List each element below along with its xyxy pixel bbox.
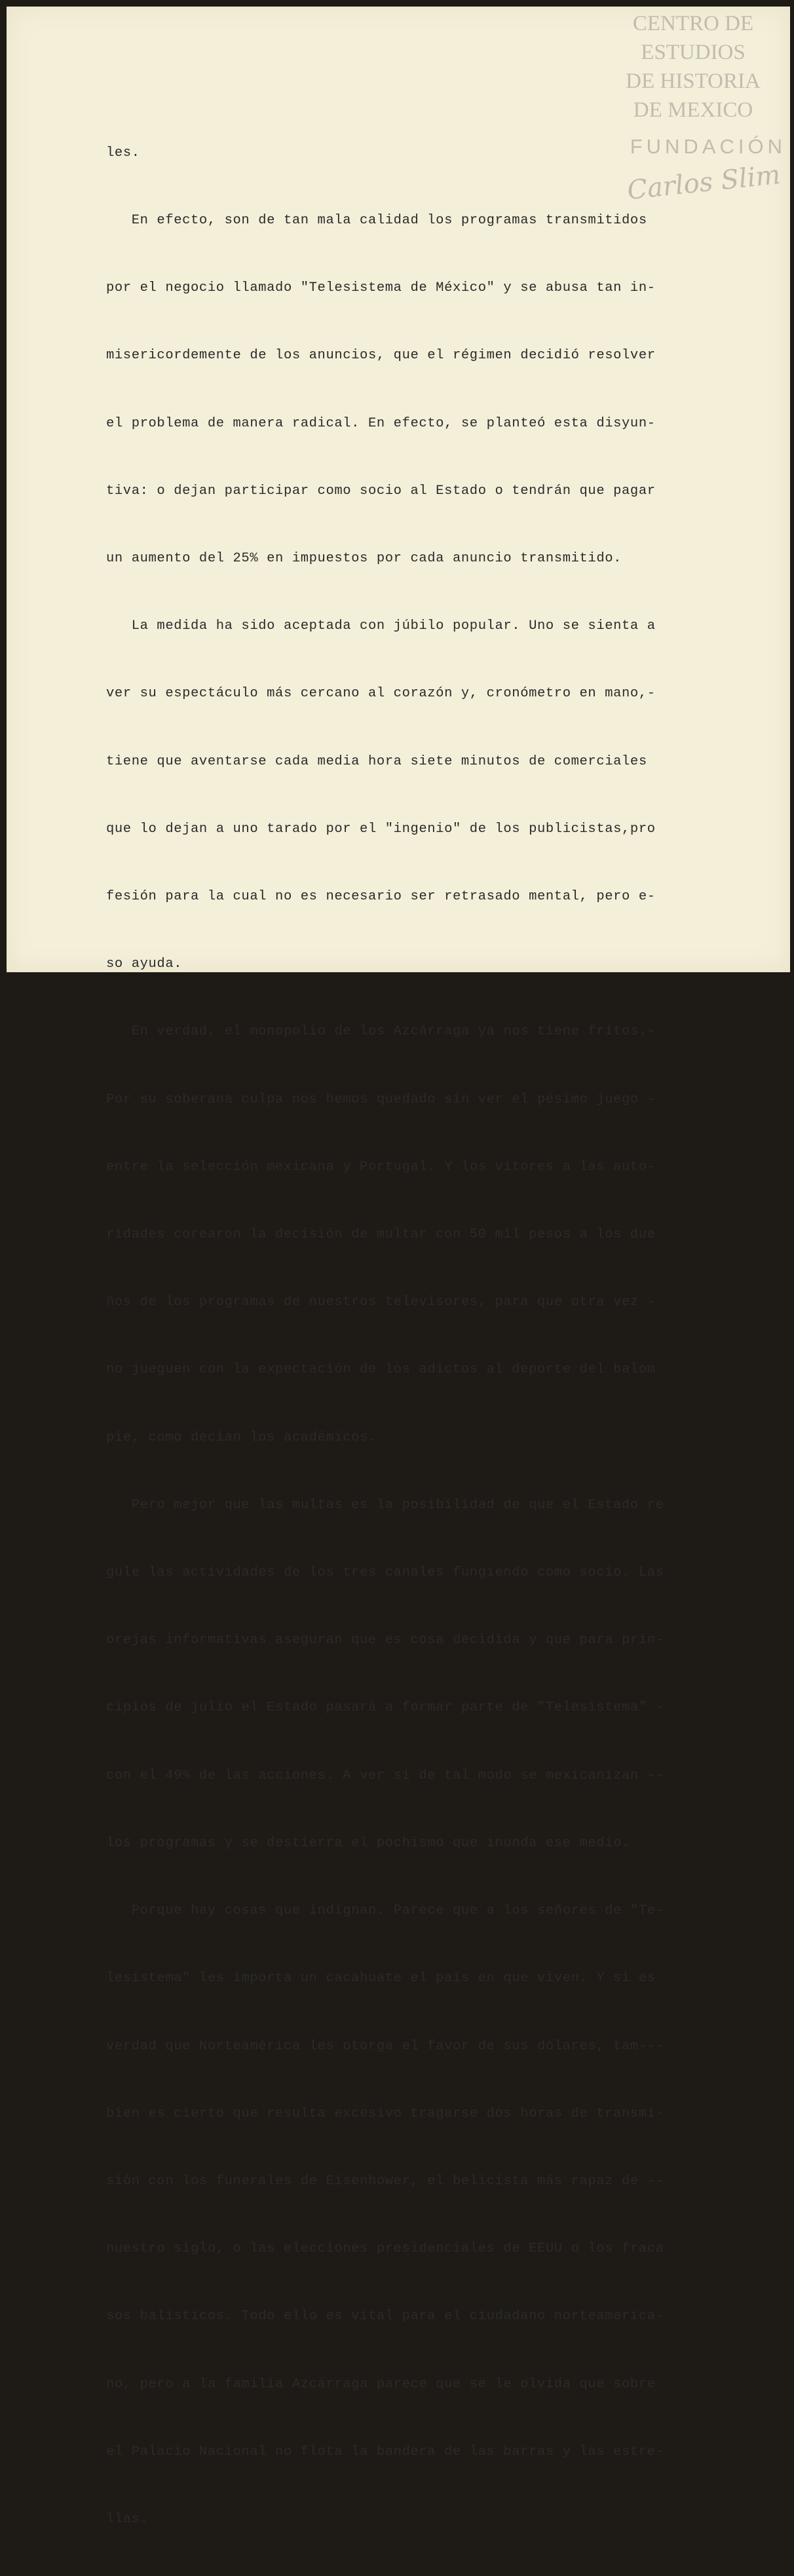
text-line: Por su soberana culpa nos hemos quedado sin ver el pésimo juego - — [106, 1091, 656, 1107]
text-line: los programas y se destierra el pochismo que inunda ese medio. — [106, 1835, 630, 1851]
text-line: un aumento del 25% en impuestos por cada anuncio transmitido. — [106, 551, 622, 567]
text-line: tiene que aventarse cada media hora siete minutos de comerciales — [106, 753, 647, 769]
text-line: pie, como decían los académicos. — [106, 1430, 377, 1445]
watermark-line: DE HISTORIA — [626, 69, 761, 93]
text-line: En efecto, son de tan mala calidad los programas transmitidos — [106, 213, 647, 229]
text-line: cipios de julio el Estado pasará a formar parte de "Telesistema" - — [106, 1700, 664, 1716]
text-line: entre la selección mexicana y Portugal. Y los vítores a las auto- — [106, 1159, 656, 1175]
watermark-foundation: FUNDACIÓN — [630, 135, 786, 158]
text-line: lesistema" les importa un cacahuate el país en que viven. Y si es — [106, 1971, 656, 1986]
text-line: no jueguen con la expectación de los adictos al deporte del balom — [106, 1362, 656, 1378]
text-line: La medida ha sido aceptada con júbilo popular. Uno se sienta a — [106, 618, 656, 634]
text-line: les. — [106, 145, 140, 161]
text-line: con el 49% de las acciones. A ver si de tal modo se mexicanizan -- — [106, 1768, 664, 1783]
watermark-signature: Carlos Slim — [626, 159, 782, 206]
watermark-line: ESTUDIOS — [641, 41, 746, 64]
text-line: ver su espectáculo más cercano al corazón y, cronómetro en mano,- — [106, 686, 656, 702]
text-line: sos balísticos. Todo ello es vital para el ciudadano norteamerica- — [106, 2309, 664, 2324]
text-line: verdad que Norteamérica les otorga el favor de sus dólares, tam--- — [106, 2038, 664, 2054]
text-line: so ayuda. — [106, 957, 183, 972]
text-line: misericordemente de los anuncios, que el régimen decidió resolver — [106, 348, 656, 364]
text-line: nuestro siglo, o las elecciones presidenciales de EEUU o los fraca — [106, 2241, 664, 2257]
text-line: ños de los programas de nuestros televisores, para que otra vez - — [106, 1295, 656, 1310]
text-line: no, pero a la familia Azcárraga parece que se le olvida que sobre — [106, 2376, 656, 2392]
text-line: orejas informativas aseguran que es cosa decidida y que para prin- — [106, 1633, 664, 1648]
text-line: fesión para la cual no es necesario ser retrasado mental, pero e- — [106, 889, 656, 905]
watermark-line: CENTRO DE — [632, 12, 754, 35]
text-line: sión con los funerales de Eisenhower, el belicista más rapaz de -- — [106, 2173, 664, 2189]
text-line: que lo dejan a uno tarado por el "ingenio" de los publicistas,pro — [106, 821, 656, 837]
text-line: En verdad, el monopolio de los Azcárraga ya nos tiene fritos.- — [106, 1024, 656, 1040]
text-line: Pero mejor que las multas es la posibilidad de que el Estado re — [106, 1497, 664, 1513]
watermark-line: DE MEXICO — [633, 98, 753, 122]
text-line: bien es cierto que resulta excesivo tragarse dos horas de transmi- — [106, 2106, 664, 2121]
text-line: por el negocio llamado "Telesistema de México" y se abusa tan in- — [106, 280, 656, 296]
document-page — [7, 7, 790, 2527]
text-line: gule las actividades de los tres canales fungiendo como socio. Las — [106, 1565, 664, 1581]
typewritten-text — [106, 97, 722, 2576]
text-line: ridades corearon la decisión de multar con 50 mil pesos a los due — [106, 1227, 656, 1243]
text-line: el Palacio Nacional no flota la bandera de las barras y las estre- — [106, 2444, 664, 2459]
text-line: tiva: o dejan participar como socio al Estado o tendrán que pagar — [106, 483, 656, 499]
text-line: llas. — [106, 2511, 149, 2527]
text-line: el problema de manera radical. En efecto, se planteó esta disyun- — [106, 415, 656, 431]
text-line: Porque hay cosas que indignan. Parece que a los señores de "Te- — [106, 1903, 664, 1919]
